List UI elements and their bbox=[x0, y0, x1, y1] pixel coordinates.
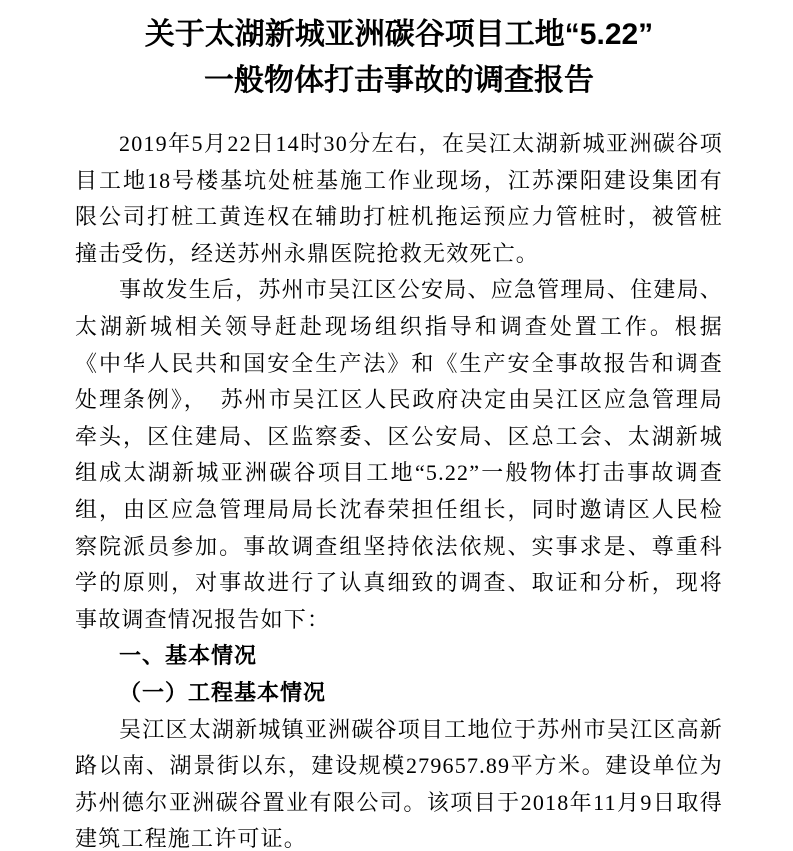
section-heading-basic-info: 一、基本情况 bbox=[119, 643, 258, 669]
investigation-setup-paragraph: 事故发生后，苏州市吴江区公安局、应急管理局、住建局、太湖新城相关领导赶赴现场组织指导和调查处置工作。根据《中华人民共和国安全生产法》和《生产安全事故报告和调查处理条例》， 苏州市吴江区人民政府决定由吴江区应急管理局牵头，区住建局、区监察委、区公安局、区总工会、太湖新城组成太湖新城亚洲碳谷项目工地“5.22”一般物体打击事故调查组，由区应急管理局局长沈春荣担任组长，同时邀请区人民检察院派员参加。事故调查组坚持依法依规、实事求是、尊重科学的原则，对事故进行了认真细致的调查、取证和分析，现将事故调查情况报告如下： bbox=[75, 277, 723, 632]
project-basic-info-paragraph: 吴江区太湖新城镇亚洲碳谷项目工地位于苏州市吴江区高新路以南、湖景街以东，建设规模279657.89平方米。建设单位为苏州德尔亚洲碳谷置业有限公司。该项目于2018年11月9日取得建筑工程施工许可证。 bbox=[75, 716, 723, 851]
report-title-line1: 关于太湖新城亚洲碳谷项目工地“5.22” bbox=[144, 18, 654, 51]
incident-summary-paragraph: 2019年5月22日14时30分左右，在吴江太湖新城亚洲碳谷项目工地18号楼基坑处桩基施工作业现场，江苏溧阳建设集团有限公司打桩工黄连权在辅助打桩机拖运预应力管桩时，被管桩撞击受伤，经送苏州永鼎医院抢救无效死亡。 bbox=[75, 131, 723, 266]
subsection-heading-project-basic-info: （一）工程基本情况 bbox=[119, 679, 327, 706]
report-title bbox=[75, 12, 723, 104]
report-title-line2: 一般物体打击事故的调查报告 bbox=[204, 64, 594, 97]
